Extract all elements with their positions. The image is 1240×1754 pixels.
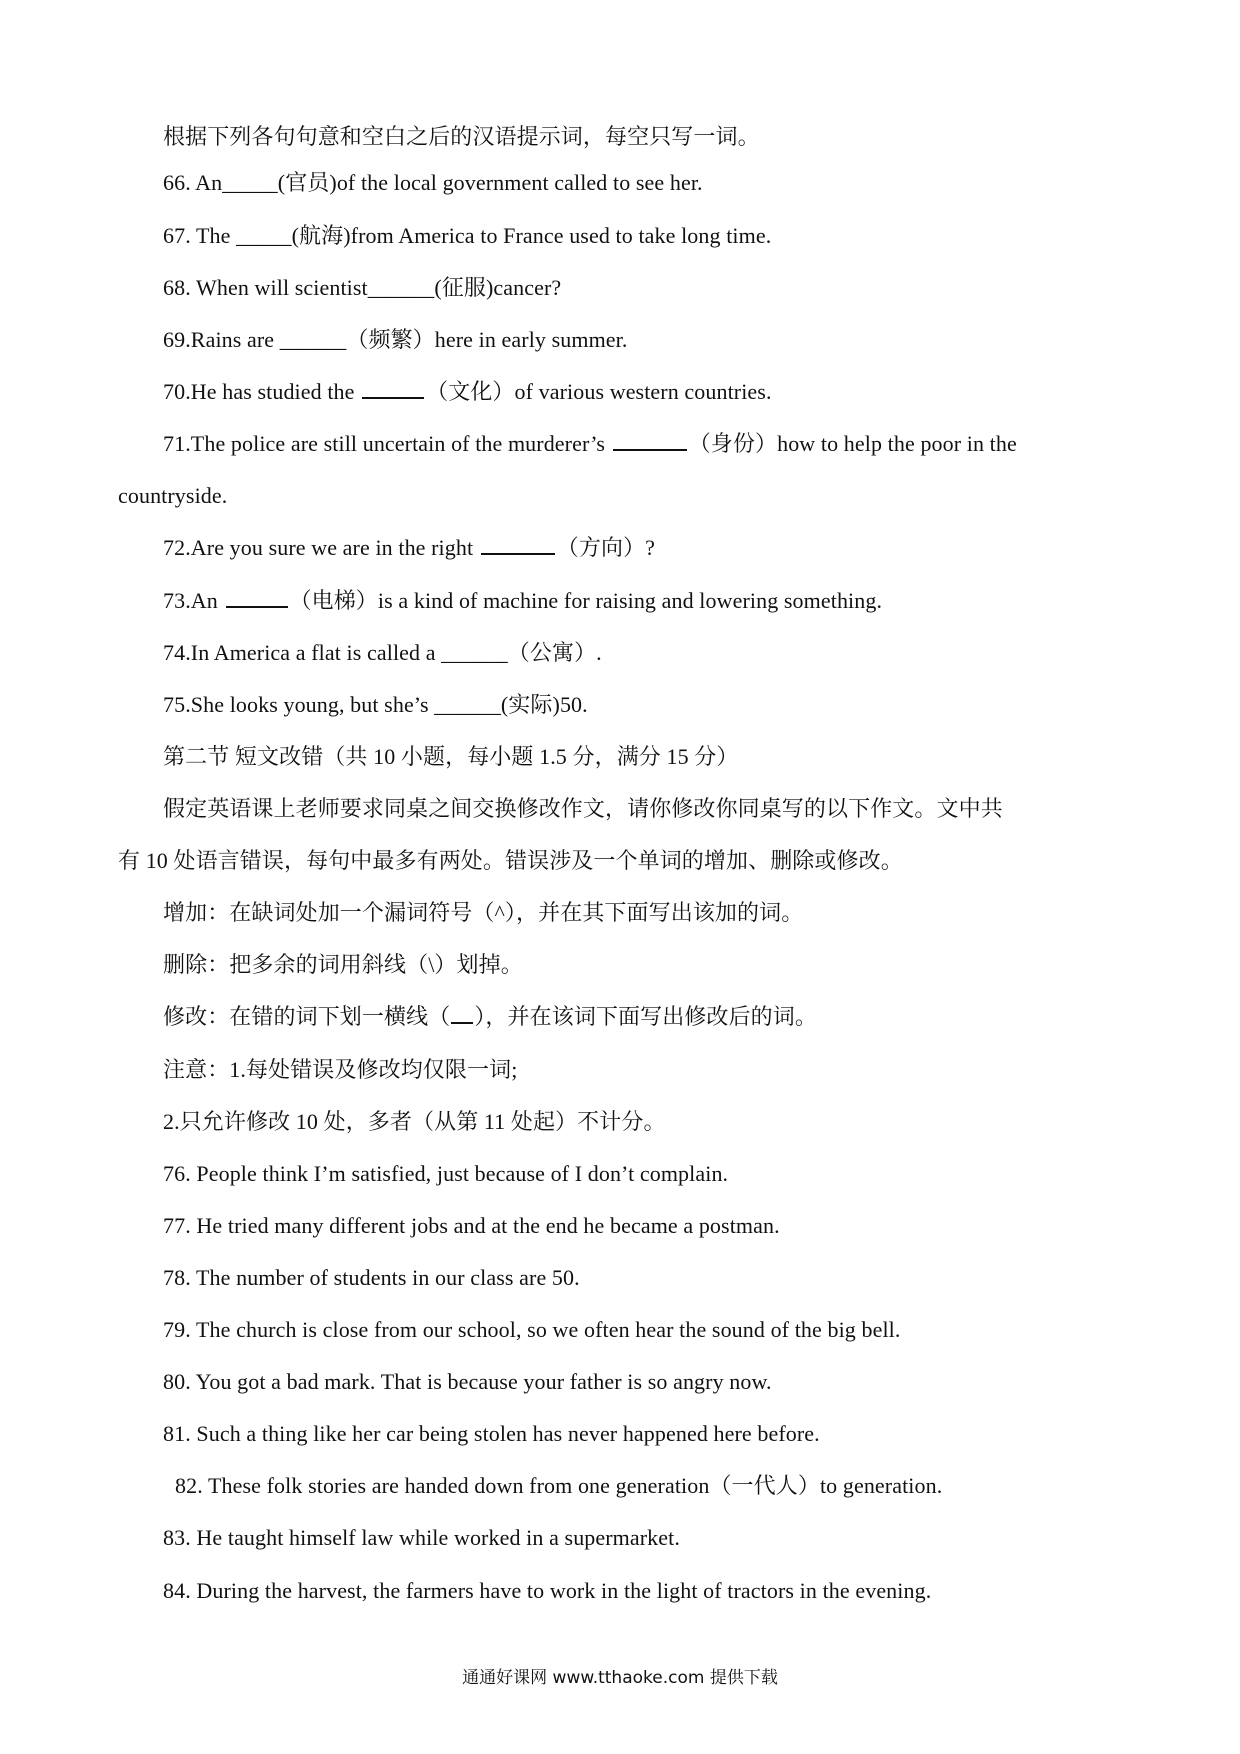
question-72-text-before: 72.Are you sure we are in the right	[163, 535, 479, 560]
question-71-continuation: countryside.	[118, 483, 228, 508]
question-72-text-after: （方向）?	[556, 535, 656, 560]
question-70-blank	[362, 381, 424, 399]
section2-instructions-line1: 假定英语课上老师要求同桌之间交换修改作文，请你修改你同桌写的以下作文。文中共	[163, 796, 1003, 821]
rule-add: 增加：在缺词处加一个漏词符号（^），并在其下面写出该加的词。	[163, 900, 804, 925]
question-72	[163, 533, 655, 563]
question-70	[163, 377, 772, 407]
question-75: 75.She looks young, but she’s ______(实际)50.	[163, 692, 588, 717]
question-83: 83. He taught himself law while worked in a supermarket.	[163, 1525, 680, 1550]
rule-modify	[163, 1002, 817, 1032]
section1-instructions: 根据下列各句句意和空白之后的汉语提示词，每空只写一词。	[163, 124, 760, 149]
question-71-text-after: （身份）how to help the poor in the	[688, 431, 1017, 456]
question-73	[163, 586, 882, 616]
question-84: 84. During the harvest, the farmers have to work in the light of tractors in the evening.	[163, 1578, 932, 1603]
question-69: 69.Rains are ______（频繁）here in early summer.	[163, 327, 628, 352]
question-77: 77. He tried many different jobs and at the end he became a postman.	[163, 1213, 780, 1238]
question-71-text-before: 71.The police are still uncertain of the murderer’s	[163, 431, 611, 456]
question-66: 66. An_____(官员)of the local government called to see her.	[163, 170, 703, 195]
question-71-blank	[613, 433, 687, 451]
question-76: 76. People think I’m satisfied, just because of I don’t complain.	[163, 1161, 729, 1186]
question-82: 82. These folk stories are handed down from one generation（一代人）to generation.	[175, 1473, 943, 1498]
underline-symbol	[451, 1006, 473, 1024]
rule-modify-text-before: 修改：在错的词下划一横线（	[163, 1004, 451, 1029]
question-73-blank	[226, 590, 288, 608]
question-78: 78. The number of students in our class are 50.	[163, 1265, 580, 1290]
question-73-text-before: 73.An	[163, 588, 224, 613]
note-1: 注意：1.每处错误及修改均仅限一词;	[163, 1057, 518, 1082]
section2-title: 第二节 短文改错（共 10 小题，每小题 1.5 分，满分 15 分）	[163, 744, 739, 769]
question-81: 81. Such a thing like her car being stolen has never happened here before.	[163, 1421, 820, 1446]
rule-modify-text-after: ），并在该词下面写出修改后的词。	[474, 1004, 817, 1029]
question-73-text-after: （电梯）is a kind of machine for raising and lowering something.	[289, 588, 883, 613]
question-80: 80. You got a bad mark. That is because your father is so angry now.	[163, 1369, 772, 1394]
question-71	[163, 429, 1017, 459]
question-72-blank	[481, 537, 555, 555]
section2-instructions-line2: 有 10 处语言错误，每句中最多有两处。错误涉及一个单词的增加、删除或修改。	[118, 848, 903, 873]
rule-delete: 删除：把多余的词用斜线（\）划掉。	[163, 952, 523, 977]
question-70-text-after: （文化）of various western countries.	[426, 379, 772, 404]
page-footer: 通通好课网 www.tthaoke.com 提供下载	[462, 1668, 778, 1688]
question-79: 79. The church is close from our school, so we often hear the sound of the big bell.	[163, 1317, 901, 1342]
question-74: 74.In America a flat is called a ______（公寓）.	[163, 640, 602, 665]
question-68: 68. When will scientist______(征服)cancer?	[163, 275, 562, 300]
question-70-text-before: 70.He has studied the	[163, 379, 361, 404]
note-2: 2.只允许修改 10 处，多者（从第 11 处起）不计分。	[163, 1109, 666, 1134]
question-67: 67. The _____(航海)from America to France used to take long time.	[163, 223, 772, 248]
